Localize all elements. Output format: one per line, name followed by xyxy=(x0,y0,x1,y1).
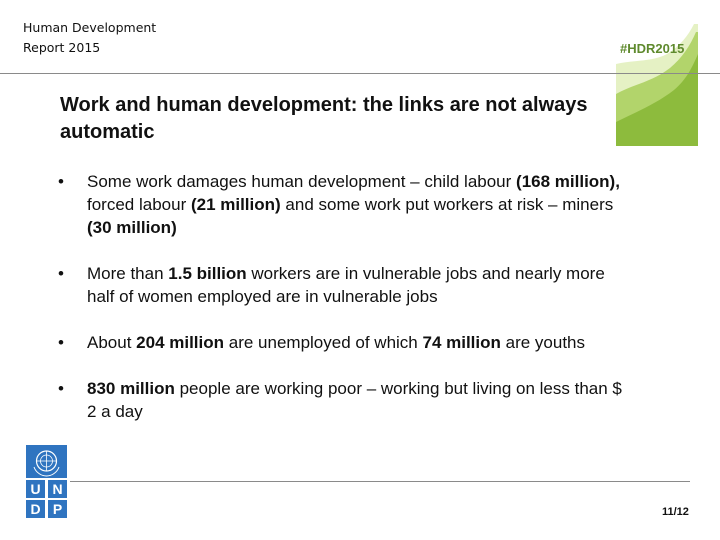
bullet-item xyxy=(58,377,628,423)
report-label-line2: Report 2015 xyxy=(23,40,101,55)
bullet-dot: • xyxy=(58,379,64,398)
un-emblem-icon xyxy=(26,445,67,478)
bullet-dot: • xyxy=(58,172,64,191)
undp-logo xyxy=(26,445,67,518)
bullet-bold-text: 74 million xyxy=(422,333,501,352)
bullet-text: forced labour xyxy=(87,195,191,214)
bullet-text: are unemployed of which xyxy=(224,333,423,352)
bullet-bold-text: 204 million xyxy=(136,333,225,352)
bullet-bold-text: (168 million), xyxy=(516,172,620,191)
bullet-dot: • xyxy=(58,333,64,352)
bullet-text: workers are in vulnerable jobs and nearly more half of women employed are in vulnerable jobs xyxy=(87,264,605,306)
footer-divider xyxy=(70,481,690,482)
page-number: 11/12 xyxy=(662,506,689,518)
header-divider xyxy=(0,73,720,74)
bullet-text: and some work put workers at risk – miners xyxy=(280,195,614,214)
bullet-bold-text: 1.5 billion xyxy=(168,264,247,283)
bullet-text: are youths xyxy=(500,333,586,352)
undp-letter: U xyxy=(26,480,45,498)
hdr2015-tag: #HDR2015 xyxy=(620,41,685,56)
report-label-line1: Human Development xyxy=(23,20,157,35)
bullet-item xyxy=(58,170,628,239)
bullet-bold-text: (21 million) xyxy=(190,195,281,214)
bullet-text: More than xyxy=(87,264,169,283)
bullet-list xyxy=(58,170,628,423)
bullet-text: people are working poor – working but living on less than $ 2 a day xyxy=(87,379,622,421)
bullet-item xyxy=(58,262,628,308)
undp-letter: N xyxy=(48,480,67,498)
bullet-text: Some work damages human development – child labour xyxy=(87,172,517,191)
slide-title: Work and human development: the links are not always automatic xyxy=(60,94,588,143)
undp-letter: D xyxy=(26,500,45,518)
bullet-item xyxy=(58,331,628,354)
report-label xyxy=(23,18,156,58)
undp-letter: P xyxy=(48,500,67,518)
bullet-text: About xyxy=(87,333,137,352)
bullet-bold-text: (30 million) xyxy=(87,218,177,237)
bullet-bold-text: 830 million xyxy=(87,379,175,398)
bullet-dot: • xyxy=(58,264,64,283)
